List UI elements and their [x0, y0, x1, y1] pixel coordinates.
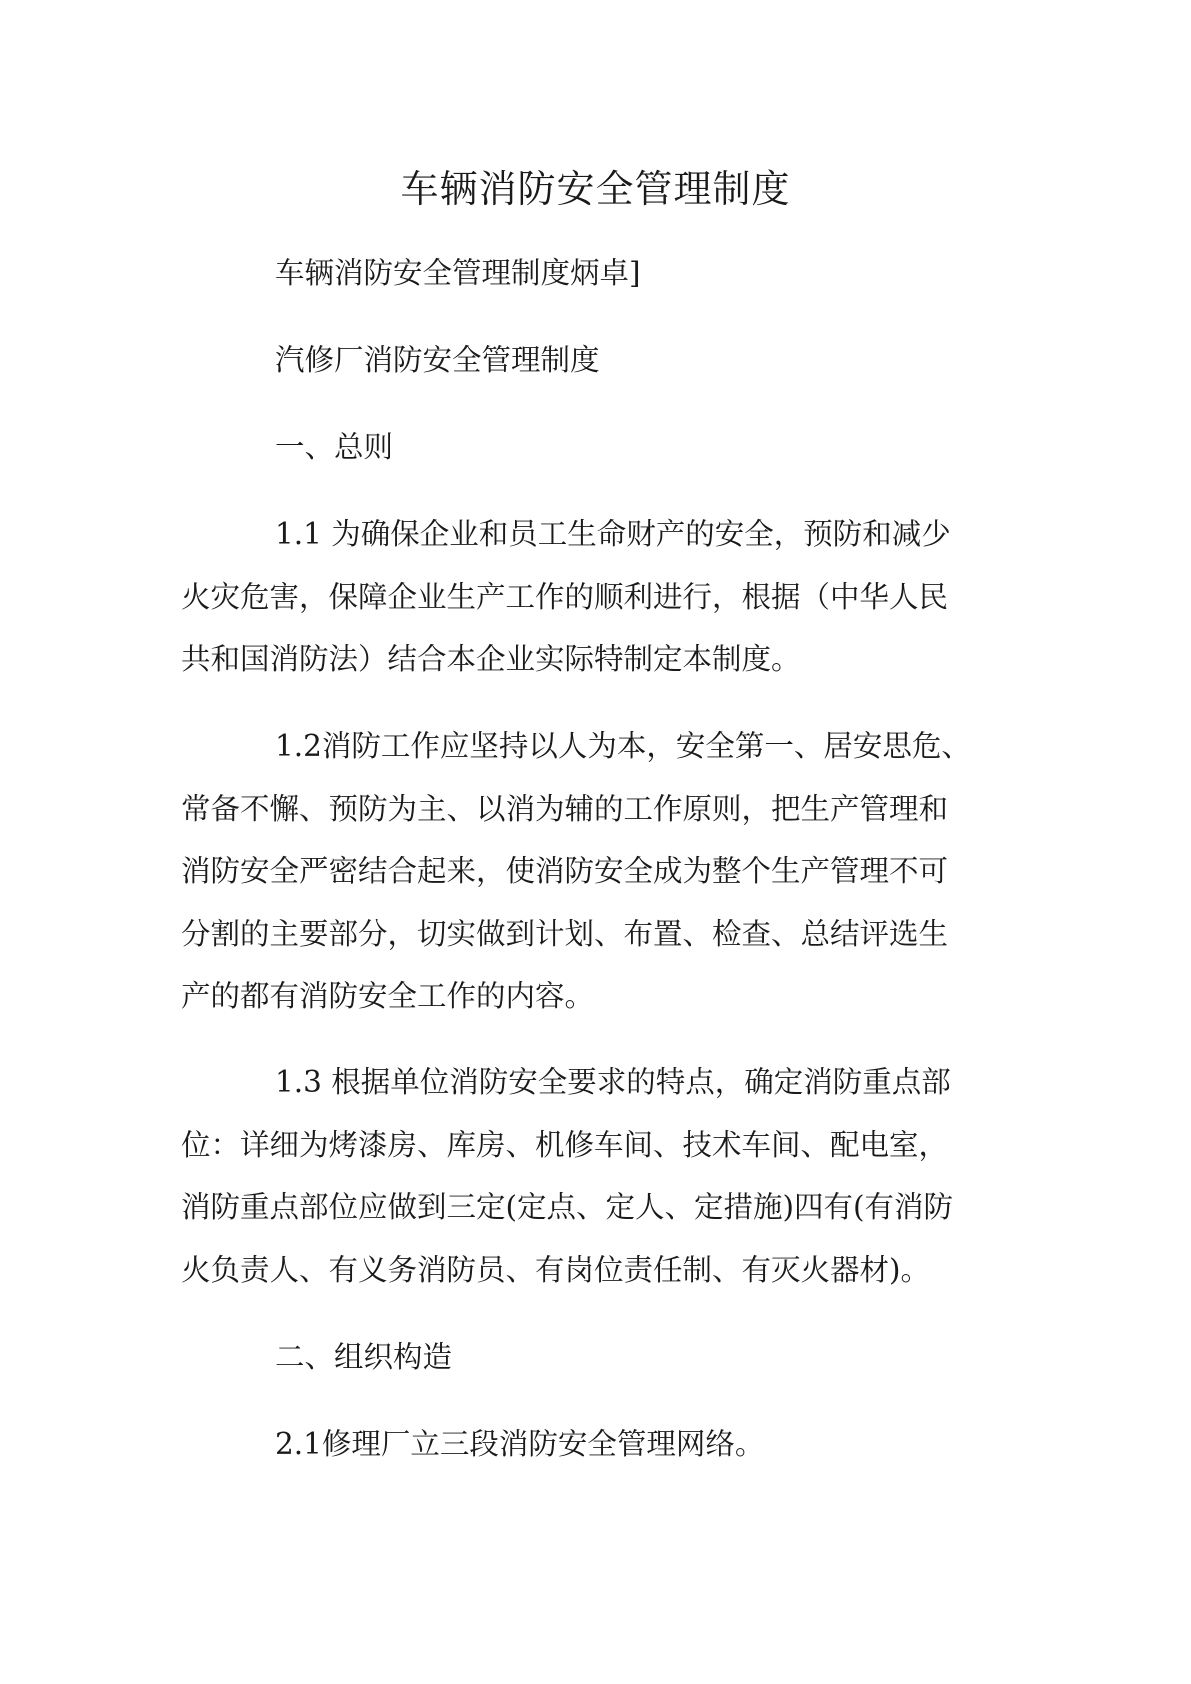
- paragraph-line: 1.1 为确保企业和员工生命财产的安全，预防和减少: [275, 517, 951, 551]
- paragraph-line: 产的都有消防安全工作的内容。: [181, 979, 595, 1013]
- paragraph-line: 火负责人、有义务消防员、有岗位责任制、有灭火器材)。: [181, 1253, 931, 1287]
- paragraph-line: 1.3 根据单位消防安全要求的特点，确定消防重点部: [275, 1065, 951, 1099]
- paragraph-line: 消防安全严密结合起来，使消防安全成为整个生产管理不可: [181, 854, 949, 888]
- paragraph-line: 消防重点部位应做到三定(定点、定人、定措施)四有(有消防: [181, 1190, 954, 1224]
- section-heading: 汽修厂消防安全管理制度: [275, 343, 600, 377]
- chapter-heading: 一、总则: [275, 430, 394, 464]
- paragraph-line: 共和国消防法）结合本企业实际特制定本制度。: [181, 642, 801, 676]
- paragraph-line: 1.2消防工作应坚持以人为本，安全第一、居安思危、: [275, 729, 971, 763]
- paragraph-line: 常备不懈、预防为主、以消为辅的工作原则，把生产管理和: [181, 792, 949, 826]
- chapter-heading: 二、组织构造: [275, 1340, 453, 1374]
- paragraph-line: 位：详细为烤漆房、库房、机修车间、技术车间、配电室，: [181, 1128, 949, 1162]
- paragraph-line: 火灾危害，保障企业生产工作的顺利进行，根据（中华人民: [181, 580, 949, 614]
- paragraph-line: 2.1修理厂立三段消防安全管理网络。: [275, 1427, 765, 1461]
- document-title: 车辆消防安全管理制度: [400, 167, 791, 211]
- subtitle-line: 车辆消防安全管理制度炳卓]: [275, 256, 641, 290]
- paragraph-line: 分割的主要部分，切实做到计划、布置、检查、总结评选生: [181, 917, 949, 951]
